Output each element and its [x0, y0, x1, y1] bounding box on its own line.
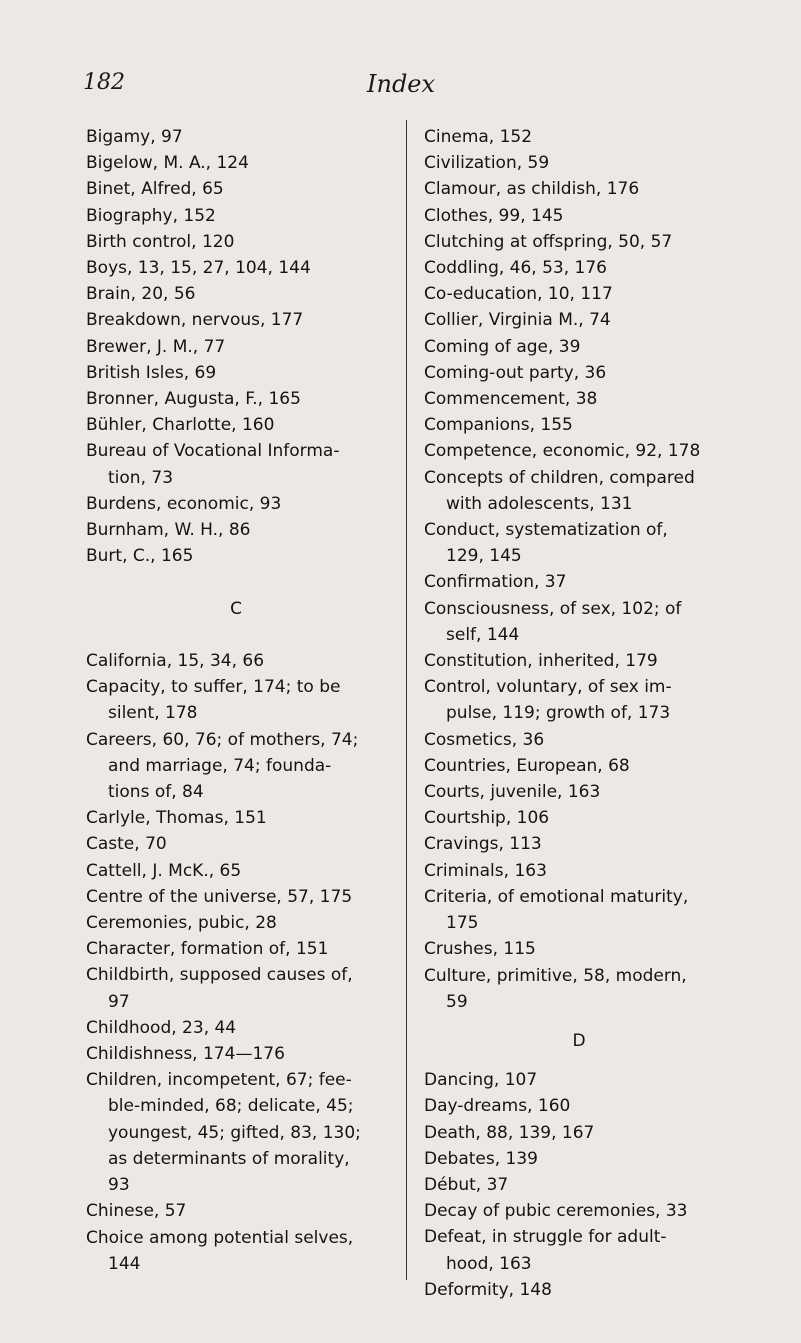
index-entry: Countries, European, 68: [424, 755, 630, 776]
index-entry: Conduct, systematization of, 129, 145: [424, 520, 668, 567]
index-entry: Bühler, Charlotte, 160: [86, 415, 275, 436]
index-entry: Civilization, 59: [424, 153, 550, 174]
index-entry: Clutching at offspring, 50, 57: [424, 231, 673, 252]
index-entry: Début, 37: [424, 1174, 509, 1195]
index-entry: Cinema, 152: [424, 127, 533, 147]
index-entry: Day-dreams, 160: [424, 1096, 571, 1117]
index-entry: Cosmetics, 36: [424, 729, 545, 750]
index-entry: Coming of age, 39: [424, 336, 581, 357]
index-entry: Competence, economic, 92, 178: [424, 441, 701, 462]
index-entry: Crushes, 115: [424, 939, 536, 960]
index-entry: Debates, 139: [424, 1148, 538, 1169]
index-entry: Capacity, to suffer, 174; to be silent, 178: [86, 677, 341, 724]
index-entry: Childishness, 174—176: [86, 1044, 285, 1065]
index-entry: Binet, Alfred, 65: [86, 179, 224, 200]
index-entry: Constitution, inherited, 179: [424, 651, 658, 672]
index-entry: Bigamy, 97: [86, 127, 183, 147]
index-entry: Choice among potential selves, 144: [86, 1227, 354, 1274]
index-entry: Criteria, of emotional maturity, 175: [424, 886, 689, 934]
index-entry: Brewer, J. M., 77: [86, 336, 226, 357]
index-entry: Collier, Virginia M., 74: [424, 310, 611, 331]
index-entry: Concepts of children, compared with adolescents, 131: [424, 467, 695, 514]
index-entry: Chinese, 57: [86, 1201, 187, 1222]
index-entry: Culture, primitive, 58, modern, 59: [424, 965, 687, 1012]
index-entry: Criminals, 163: [424, 860, 547, 881]
index-entry: Brain, 20, 56: [86, 284, 196, 305]
index-entry: British Isles, 69: [86, 362, 217, 383]
index-entry: Coddling, 46, 53, 176: [424, 258, 607, 279]
index-column-right: [424, 124, 734, 1303]
index-entry: Character, formation of, 151: [86, 939, 329, 960]
index-entry: Death, 88, 139, 167: [424, 1122, 595, 1143]
running-head: Index: [367, 70, 436, 98]
index-entry: Burnham, W. H., 86: [86, 520, 251, 541]
index-entry: Decay of pubic ceremonies, 33: [424, 1201, 688, 1222]
index-entry: Childhood, 23, 44: [86, 1017, 237, 1038]
index-entry: Cattell, J. McK., 65: [86, 860, 242, 881]
index-entry: Bigelow, M. A., 124: [86, 153, 249, 174]
section-heading-c: C: [230, 598, 242, 619]
index-entry: Bureau of Vocational Informa- tion, 73: [86, 441, 340, 488]
index-entry: Centre of the universe, 57, 175: [86, 886, 353, 907]
index-entry: Companions, 155: [424, 415, 573, 436]
index-entry: Courtship, 106: [424, 808, 550, 829]
index-entry: Childbirth, supposed causes of, 97: [86, 965, 353, 1012]
index-entry: Co-education, 10, 117: [424, 284, 613, 305]
index-entry: Bronner, Augusta, F., 165: [86, 389, 301, 410]
index-entry: Defeat, in struggle for adult- hood, 163: [424, 1227, 667, 1274]
index-entry: Coming-out party, 36: [424, 362, 607, 383]
index-column-left: [86, 124, 386, 1277]
index-entry: Boys, 13, 15, 27, 104, 144: [86, 258, 311, 279]
index-entry: Breakdown, nervous, 177: [86, 310, 304, 331]
index-entry: California, 15, 34, 66: [86, 651, 265, 672]
index-entry: Dancing, 107: [424, 1070, 538, 1091]
index-entry: Clothes, 99, 145: [424, 205, 564, 226]
index-entry: Carlyle, Thomas, 151: [86, 808, 267, 829]
index-entry: Clamour, as childish, 176: [424, 179, 640, 200]
index-entry: Courts, juvenile, 163: [424, 782, 601, 803]
page-number: 182: [83, 70, 125, 95]
index-entry: Burt, C., 165: [86, 546, 194, 567]
index-entry: Confirmation, 37: [424, 572, 567, 593]
index-entry: Burdens, economic, 93: [86, 493, 282, 514]
index-entry: Deformity, 148: [424, 1279, 552, 1300]
index-entry: Birth control, 120: [86, 231, 235, 252]
index-entry: Commencement, 38: [424, 389, 598, 410]
index-entry: Caste, 70: [86, 834, 167, 855]
index-entry: Children, incompetent, 67; fee- ble-minded, 68; delicate, 45; youngest, 45; gifted, 83, 130; as determinants of morality, 93: [86, 1070, 361, 1196]
index-entry: Careers, 60, 76; of mothers, 74; and marriage, 74; founda- tions of, 84: [86, 729, 359, 803]
section-heading-d: D: [572, 1030, 586, 1051]
index-entry: Ceremonies, pubic, 28: [86, 913, 277, 934]
index-entry: Consciousness, of sex, 102; of self, 144: [424, 598, 682, 645]
index-entry: Biography, 152: [86, 205, 216, 226]
index-entry: Cravings, 113: [424, 834, 542, 855]
column-divider: [406, 120, 407, 1280]
index-entry: Control, voluntary, of sex im- pulse, 119; growth of, 173: [424, 677, 672, 724]
